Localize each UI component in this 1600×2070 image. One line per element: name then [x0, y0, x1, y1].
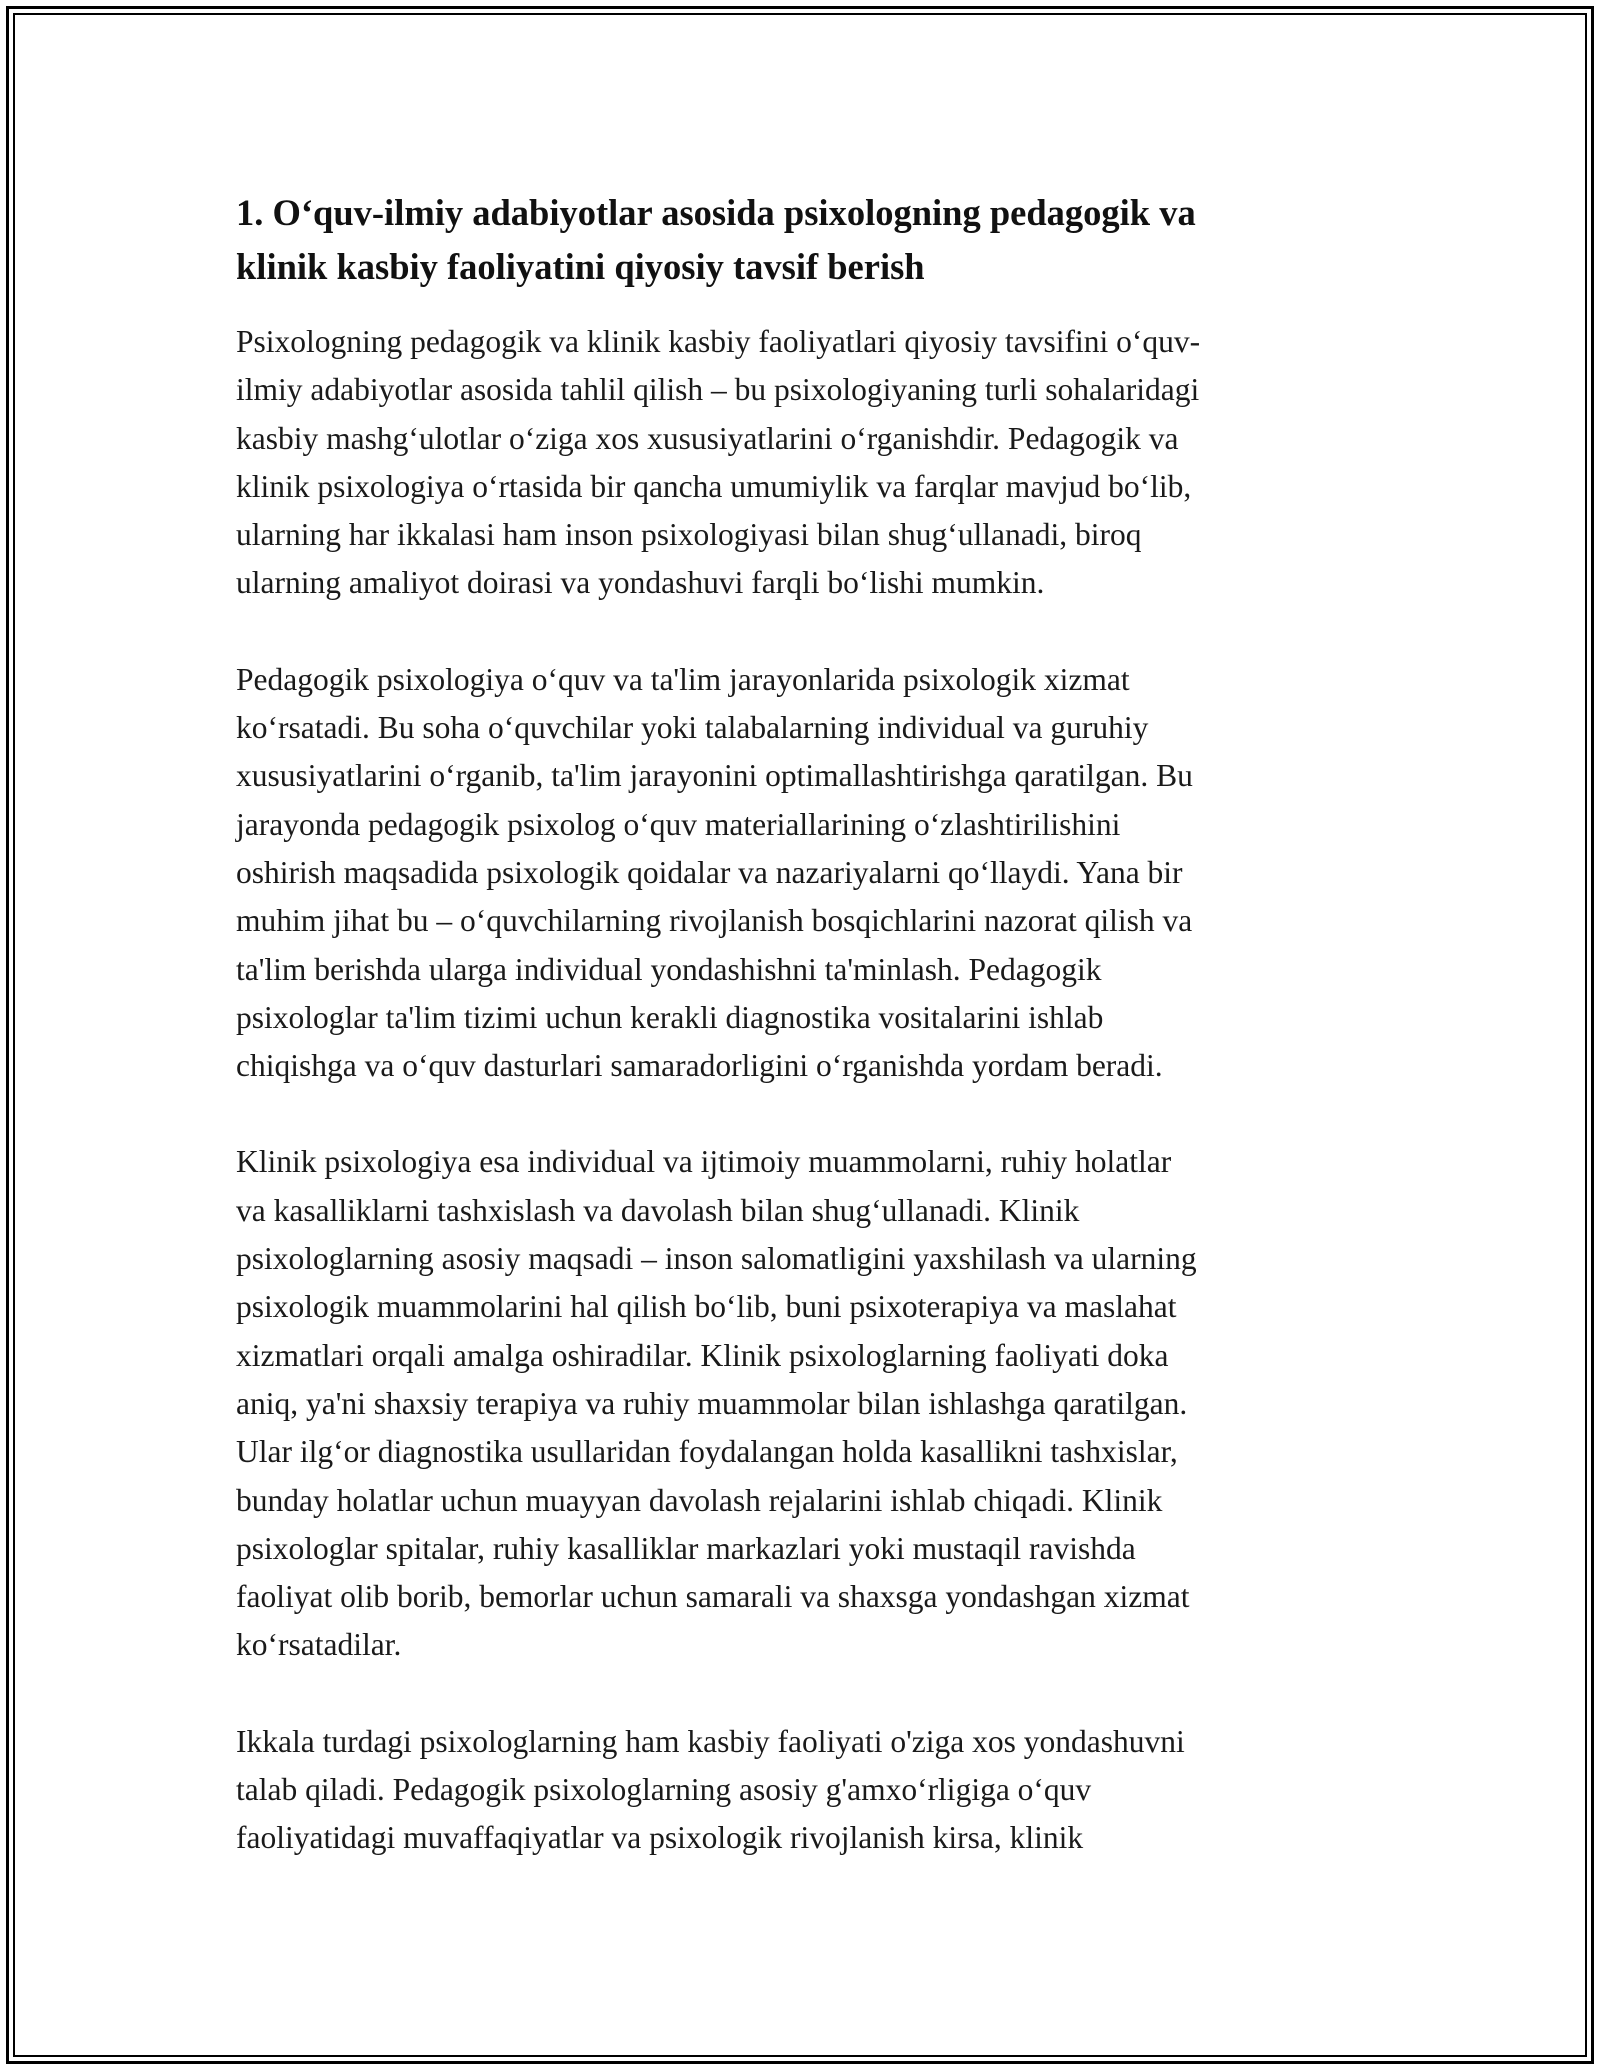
text-line: bunday holatlar uchun muayyan davolash rejalarini ishlab chiqadi. Klinik — [236, 1482, 1163, 1518]
text-line: psixologlarning asosiy maqsadi – inson salomatligini yaxshilash va ularning — [236, 1241, 1197, 1277]
text-line: ilmiy adabiyotlar asosida tahlil qilish – bu psixologiyaning turli sohalaridagi — [236, 372, 1200, 408]
paragraph-comparison — [236, 1718, 1366, 1863]
text-line: ko‘rsatadilar. — [236, 1627, 402, 1663]
section-heading — [236, 186, 1366, 294]
paragraph-clinical — [236, 1138, 1366, 1669]
text-line: Psixologning pedagogik va klinik kasbiy faoliyatlari qiyosiy tavsifini o‘quv- — [236, 324, 1201, 359]
text-line: psixologlar ta'lim tizimi uchun kerakli diagnostika vositalarini ishlab — [236, 999, 1104, 1035]
text-line: kasbiy mashg‘ulotlar o‘ziga xos xususiyatlarini o‘rganishdir. Pedagogik va — [236, 420, 1179, 456]
text-line: aniq, ya'ni shaxsiy terapiya va ruhiy muammolar bilan ishlashga qaratilgan. — [236, 1385, 1188, 1421]
paragraph-intro — [236, 318, 1366, 608]
text-line: faoliyatidagi muvaffaqiyatlar va psixologik rivojlanish kirsa, klinik — [236, 1820, 1084, 1856]
text-line: xususiyatlarini o‘rganib, ta'lim jarayonini optimallashtirishga qaratilgan. Bu — [236, 758, 1193, 794]
text-line: Ikkala turdagi psixologlarning ham kasbiy faoliyati o'ziga xos yondashuvni — [236, 1723, 1185, 1759]
text-line: psixologlar spitalar, ruhiy kasalliklar markazlari yoki mustaqil ravishda — [236, 1530, 1136, 1566]
text-line: Pedagogik psixologiya o‘quv va ta'lim jarayonlarida psixologik xizmat — [236, 661, 1130, 697]
text-line: oshirish maqsadida psixologik qoidalar va nazariyalarni qo‘llaydi. Yana bir — [236, 854, 1183, 890]
text-line: xizmatlari orqali amalga oshiradilar. Klinik psixologlarning faoliyati doka — [236, 1337, 1169, 1373]
text-line: psixologik muammolarini hal qilish bo‘lib, buni psixoterapiya va maslahat — [236, 1289, 1177, 1325]
text-line: jarayonda pedagogik psixolog o‘quv materiallarining o‘zlashtirilishini — [236, 806, 1121, 842]
text-line: talab qiladi. Pedagogik psixologlarning asosiy g'amxo‘rligiga o‘quv — [236, 1772, 1092, 1808]
heading-line: 1. O‘quv-ilmiy adabiyotlar asosida psixologning pedagogik va — [236, 192, 1196, 233]
text-line: faoliyat olib borib, bemorlar uchun samarali va shaxsga yondashgan xizmat — [236, 1579, 1190, 1615]
text-line: va kasalliklarni tashxislash va davolash bilan shug‘ullanadi. Klinik — [236, 1192, 1080, 1228]
heading-line: klinik kasbiy faoliyatini qiyosiy tavsif berish — [236, 246, 925, 287]
text-line: Ular ilg‘or diagnostika usullaridan foydalangan holda kasallikni tashxislar, — [236, 1434, 1178, 1470]
text-line: chiqishga va o‘quv dasturlari samaradorligini o‘rganishda yordam beradi. — [236, 1048, 1163, 1084]
document-body — [236, 186, 1366, 1911]
text-line: ularning har ikkalasi ham inson psixologiyasi bilan shug‘ullanadi, biroq — [236, 517, 1142, 553]
text-line: ta'lim berishda ularga individual yondashishni ta'minlash. Pedagogik — [236, 951, 1102, 987]
text-line: muhim jihat bu – o‘quvchilarning rivojlanish bosqichlarini nazorat qilish va — [236, 903, 1193, 939]
text-line: ularning amaliyot doirasi va yondashuvi farqli bo‘lishi mumkin. — [236, 565, 1045, 601]
text-line: ko‘rsatadi. Bu soha o‘quvchilar yoki talabalarning individual va guruhiy — [236, 710, 1149, 746]
text-line: Klinik psixologiya esa individual va ijtimoiy muammolarni, ruhiy holatlar — [236, 1144, 1172, 1180]
text-line: klinik psixologiya o‘rtasida bir qancha umumiylik va farqlar mavjud bo‘lib, — [236, 468, 1192, 504]
paragraph-pedagogical — [236, 656, 1366, 1091]
